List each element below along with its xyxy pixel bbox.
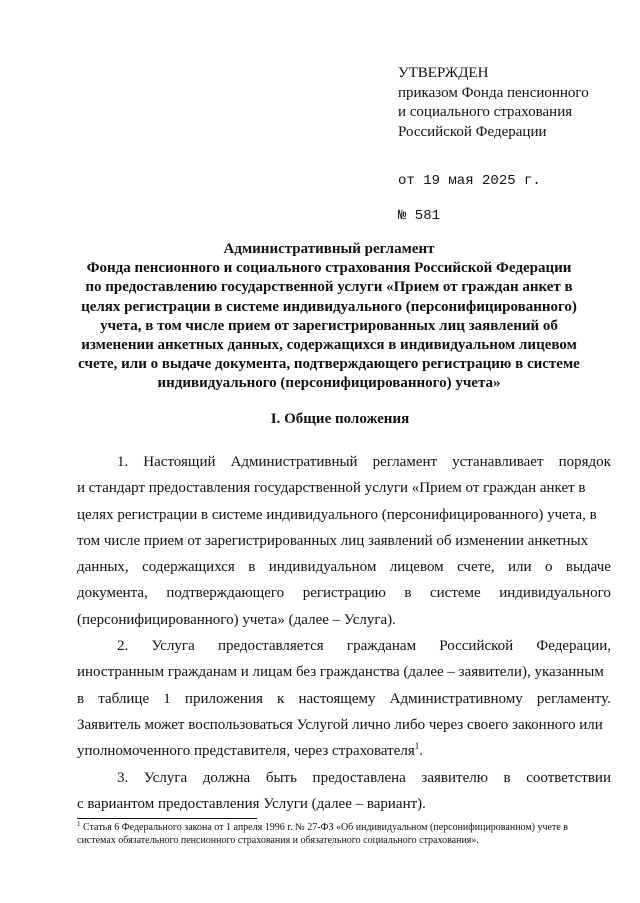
line-text: . — [419, 743, 424, 760]
word: в — [248, 559, 256, 576]
paragraph-2-line — [77, 633, 611, 659]
word: подтверждающего — [166, 585, 285, 602]
word: регламент — [372, 454, 438, 470]
paragraph-1-line — [77, 449, 611, 475]
approval-heading: УТВЕРЖДЕН — [398, 65, 489, 81]
word: порядок — [558, 454, 611, 470]
paragraph-1-line: (персонифицированного) учета» (далее – Услуга). — [77, 611, 396, 628]
word: приложения — [184, 690, 263, 707]
word: документа, — [77, 585, 148, 602]
paragraph-2-line — [77, 686, 611, 712]
footnote-line: системах обязательного пенсионного страхования и обязательного социального страхования». — [77, 835, 479, 846]
approval-block — [398, 64, 628, 226]
document-body — [77, 449, 611, 817]
approval-date: от 19 мая 2025 г. — [398, 173, 541, 189]
approval-number: № 581 — [398, 207, 441, 224]
word: регламенту. — [536, 690, 611, 707]
paragraph-3-line: с вариантом предоставления Услуги (далее – вариант). — [77, 795, 426, 812]
word: настоящему — [298, 690, 376, 707]
word: в — [404, 585, 412, 602]
line-text: уполномоченного представителя, через страхователя — [77, 743, 415, 760]
word: Административный — [230, 454, 358, 470]
word: или — [508, 559, 532, 576]
word: системе — [430, 585, 481, 602]
footnote-reference[interactable]: 1 — [414, 741, 420, 752]
word: выдаче — [565, 559, 611, 576]
word: данных, — [77, 559, 129, 576]
word: Услуга — [143, 769, 188, 786]
word: 1 — [163, 690, 171, 707]
title-line: Фонда пенсионного и социального страхования Российской Федерации — [86, 260, 572, 277]
title-line: по предоставлению государственной услуги «Прием от граждан анкет в — [85, 279, 573, 296]
word: предоставлена — [312, 769, 406, 786]
paragraph-2-line: иностранным гражданам и лицам без гражданства (далее – заявители), указанным — [77, 664, 604, 681]
word: содержащихся — [142, 559, 235, 576]
footnote-divider — [77, 818, 257, 819]
word: предоставляется — [217, 638, 324, 655]
word: лицевом — [389, 559, 444, 576]
word: 2. — [117, 638, 129, 655]
title-line: изменении анкетных данных, содержащихся в индивидуальном лицевом — [81, 337, 577, 354]
title-line: счете, или о выдаче документа, подтверждающего регистрацию в системе — [78, 356, 580, 373]
title-line: индивидуального (персонифицированного) учета» — [157, 375, 501, 392]
word: быть — [265, 769, 297, 786]
word: Российской — [439, 638, 514, 655]
word: индивидуальном — [268, 559, 377, 576]
word: Услуга — [151, 638, 195, 655]
word: к — [277, 690, 285, 707]
footnote-marker: 1 — [77, 820, 81, 828]
word: соответствии — [526, 769, 611, 786]
word: счете, — [457, 559, 495, 576]
word: 1. — [117, 454, 129, 470]
paragraph-1-line: и стандарт предоставления государственной услуги «Прием от граждан анкет в — [77, 480, 586, 497]
footnote — [77, 821, 617, 847]
paragraph-1-line — [77, 580, 611, 606]
word: в — [77, 690, 85, 707]
section-heading: I. Общие положения — [270, 411, 410, 427]
word: в — [503, 769, 511, 786]
word: таблице — [98, 690, 150, 707]
paragraph-3-line — [77, 765, 611, 791]
approval-line: приказом Фонда пенсионного — [398, 84, 589, 101]
word: 3. — [117, 769, 129, 786]
title-line: целях регистрации в системе индивидуального (персонифицированного) — [81, 298, 577, 315]
paragraph-2-line: Заявитель может воспользоваться Услугой лично либо через своего законного или — [77, 716, 603, 733]
word: о — [544, 559, 553, 576]
approval-line: и социального страхования — [398, 104, 573, 120]
title-line: Административный регламент — [223, 241, 435, 257]
paragraph-1-line: целях регистрации в системе индивидуального (персонифицированного) учета, в — [77, 506, 597, 523]
title-line: учета, в том числе прием от зарегистрированных лиц заявлений об — [100, 317, 558, 334]
footnote-line — [77, 821, 617, 834]
footnote-text: Статья 6 Федерального закона от 1 апреля 1996 г. № 27-ФЗ «Об индивидуальном (персонифицированном) учете в — [80, 822, 569, 833]
word: регистрацию — [302, 585, 386, 602]
paragraph-1-line — [77, 554, 611, 580]
word: заявителю — [421, 769, 488, 786]
word: гражданам — [346, 638, 417, 655]
regulation-title — [70, 240, 588, 394]
word: Административному — [389, 690, 523, 707]
paragraph-2-line — [77, 738, 611, 764]
approval-line: Российской Федерации — [398, 123, 547, 140]
word: должна — [202, 769, 251, 786]
word: Настоящий — [143, 454, 216, 470]
word: Федерации, — [536, 638, 611, 655]
word: индивидуального — [499, 585, 611, 602]
paragraph-1-line: том числе прием от зарегистрированных лиц заявлений об изменении анкетных — [77, 532, 589, 549]
word: устанавливает — [452, 454, 544, 470]
